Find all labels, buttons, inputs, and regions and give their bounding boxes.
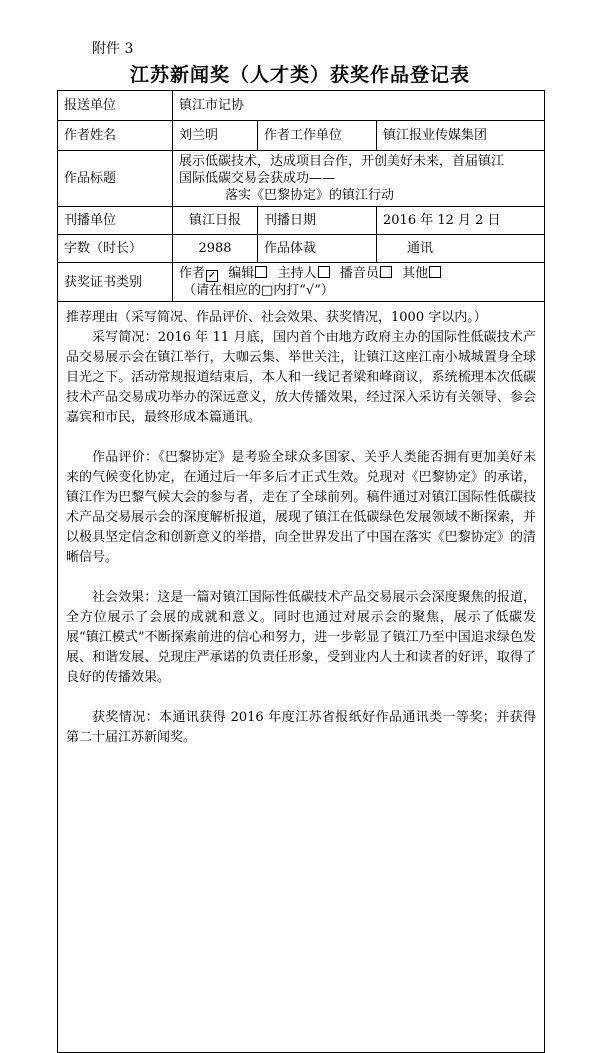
paragraph-evaluation: 作品评价：《巴黎协定》是考验全球众多国家、关乎人类能否拥有更加美好未来的气候变化协定，在通过后一年多后才正式生效。兑现对《巴黎协定》的承诺，镇江作为巴黎气候大会的参与者，走在了全球前列。稿件通过对镇江国际性低碳技术产品交易展示会的深度解析报道，展现了镇江在低碳绿色发展领域不断探索，并以极具坚定信念和创新意义的举措，向全世界发出了中国在落实《巴黎协定》的清晰信号。: [66, 450, 537, 565]
row-work-title: [58, 151, 545, 207]
row-certificate: [58, 263, 545, 302]
unit-value: 镇江市记协: [173, 91, 545, 121]
genre-label: 作品体裁: [258, 235, 377, 263]
announcer-checkbox[interactable]: [380, 266, 392, 278]
row-submitting-unit: [58, 91, 545, 121]
row-word-count: [58, 235, 545, 263]
work-title-line: 落实《巴黎协定》的镇江行动: [225, 188, 395, 203]
pub-date-value: 2016 年 12 月 2 日: [377, 207, 545, 235]
pub-unit-label: 刊播单位: [58, 207, 173, 235]
pub-date-label: 刊播日期: [258, 207, 377, 235]
unit-label: 报送单位: [58, 91, 173, 121]
work-title-value: [173, 151, 545, 207]
row-publication: [58, 207, 545, 235]
certificate-label: 获奖证书类别: [58, 263, 173, 302]
cert-option-author: 作者: [179, 266, 206, 281]
recommendation-cell: [58, 302, 545, 1053]
cert-option-announcer: 播音员: [339, 266, 379, 281]
editor-checkbox[interactable]: [255, 266, 267, 278]
cert-option-other: 其他: [402, 266, 429, 281]
word-count-label: 字数（时长）: [58, 235, 173, 263]
author-value: 刘兰明: [173, 121, 258, 151]
pub-unit-value: 镇江日报: [173, 207, 258, 235]
page-title: 江苏新闻奖（人才类）获奖作品登记表: [129, 64, 470, 86]
paragraph-writing: 采写简况：2016 年 11 月底，国内首个由地方政府主办的国际性低碳技术产品交易展示会在镇江举行，大咖云集、举世关注，让镇江这座江南小城城置身全球目光之下。活动常规报道结束后，本人和一线记者梁和峰商议，系统梳理本次低碳技术产品交易成功举办的深远意义，放大传播效果，经过深入采访有关领导、参会嘉宾和市民，最终形成本篇通讯。: [66, 330, 537, 425]
workplace-value: 镇江报业传媒集团: [377, 121, 545, 151]
paragraph-awards: 获奖情况：本通讯获得 2016 年度江苏省报纸好作品通讯类一等奖；并获得第二十届江苏新闻奖。: [66, 710, 537, 745]
work-title-label: 作品标题: [58, 151, 173, 207]
certificate-options: [173, 263, 545, 302]
host-checkbox[interactable]: [318, 266, 330, 278]
attachment-label: 附件 3: [92, 41, 134, 57]
author-label: 作者姓名: [58, 121, 173, 151]
work-title-line: 展示低碳技术，达成项目合作，开创美好未来，首届镇江: [179, 154, 505, 169]
author-checkbox-checked[interactable]: ✓: [207, 270, 217, 281]
work-title-line: 国际低碳交易会获成功——: [179, 171, 336, 186]
other-checkbox[interactable]: [429, 266, 441, 278]
workplace-label: 作者工作单位: [258, 121, 377, 151]
recommendation-heading: 推荐理由（采写简况、作品评价、社会效果、获奖情况，1000 字以内。）: [66, 310, 487, 325]
word-count-value: 2988: [173, 235, 258, 263]
row-recommendation: [58, 302, 545, 1053]
certificate-note: （请在相应的□内打“√”）: [183, 283, 334, 298]
row-author: [58, 121, 545, 151]
registration-table: [57, 90, 545, 1053]
genre-value: 通讯: [377, 235, 545, 263]
paragraph-effect: 社会效果：这是一篇对镇江国际性低碳技术产品交易展示会深度聚焦的报道，全方位展示了会展的成就和意义。同时也通过对展示会的聚焦，展示了低碳发展“镇江模式”不断探索前进的信心和努力，进一步彰显了镇江乃至中国追求绿色发展、和谐发展、兑现庄严承诺的负责任形象，受到业内人士和读者的好评，取得了良好的传播效果。: [66, 590, 537, 685]
cert-option-host: 主持人: [277, 266, 317, 281]
cert-option-editor: 编辑: [228, 266, 255, 281]
